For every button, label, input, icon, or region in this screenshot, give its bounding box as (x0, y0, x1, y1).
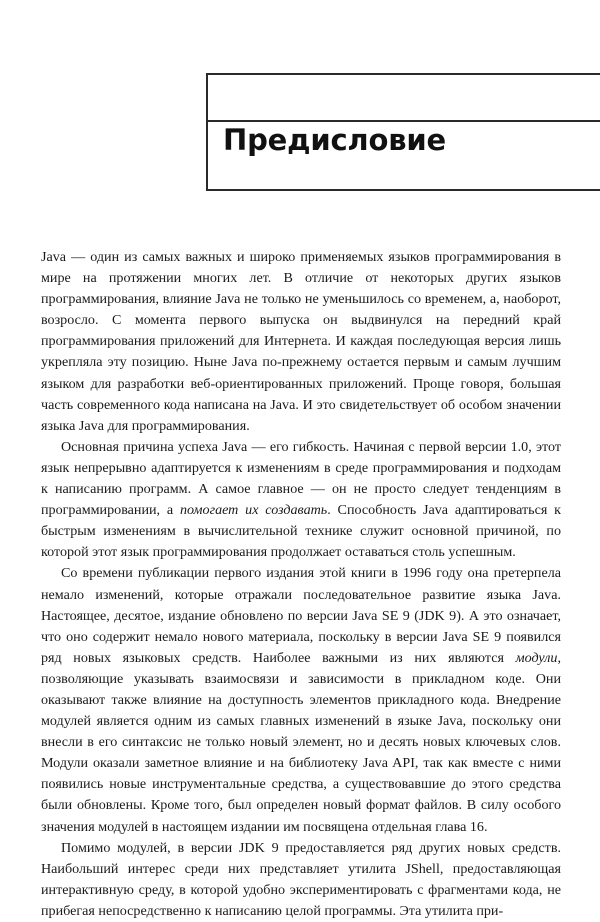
text-segment: Основная причина успеха Java — его гибкость. Начиная с первой версии 1.0, этот язык непрерывно адаптируется к изменениям в среде программирования и подходам к написанию программ. А самое главное — он не просто следует тенденциям в программировании, а (41, 438, 561, 519)
text-segment: , позволяющие указывать взаимосвязи и зависимости в прикладном коде. Они оказывают также влияние на доступность элементов прикладного кода. Внедрение модулей является одним из самых главных изменений в языке Java, поскольку они внесли в его синтаксис не только новый элемент, но и десять новых ключевых слов. Модули оказали заметное влияние и на библиотеку Java API, так как вместе с ними появились новые инструментальные средства, а существовавшие до этого средства были обновлены. Кроме того, был определен новый формат файлов. В силу особого значения модулей в настоящем издании им посвящена отдельная глава 16. (41, 649, 561, 835)
emphasis-text: помогает их создавать (179, 502, 328, 519)
chapter-title: Предисловие (223, 123, 446, 157)
text-segment: Java — один из самых важных и широко применяемых языков программирования в мире на протяжении многих лет. В отличие от некоторых других языков программирования, влияние Java не только не уменьшилось со временем, а, наоборот, возросло. С момента первого выпуска он выдвинулся на передний край программирования приложений для Интернета. И каждая последующая версия лишь укрепляла эту позицию. Ныне Java по-прежнему остается первым и самым лучшим языком для разработки веб-ориентированных приложений. Проще говоря, большая часть современного кода написана на Java. И это свидетельствует об особом значении языка Java для программирования. (41, 249, 561, 434)
paragraph (41, 563, 561, 837)
text-segment: Помимо модулей, в версии JDK 9 предоставляется ряд других новых средств. Наибольший интерес среди них представляет утилита JShell, предоставляющая интерактивную среду, в которой удобно экспериментировать с фрагментами кода, не прибегая непосредственно к написанию целой программы. Эта утилита при- (41, 839, 561, 919)
paragraph (41, 437, 561, 564)
chapter-title-frame (206, 73, 600, 191)
paragraph (41, 838, 561, 922)
title-rule (208, 120, 600, 122)
body-text (41, 247, 561, 922)
text-segment: Со времени публикации первого издания этой книги в 1996 году она претерпела немало изменений, которые отражали последовательное развитие языка Java. Настоящее, десятое, издание обновлено по версии Java SE 9 (JDK 9). А это означает, что оно содержит немало нового материала, поскольку в версии Java SE 9 появился ряд новых языковых средств. Наиболее важными из них являются (41, 565, 561, 666)
paragraph (41, 247, 561, 437)
emphasis-text: модули (515, 649, 558, 666)
text-segment: . Способность Java адаптироваться к быстрым изменениям в вычислительной технике служит основной причиной, по которой этот язык программирования продолжает оставаться столь успешным. (41, 502, 562, 561)
